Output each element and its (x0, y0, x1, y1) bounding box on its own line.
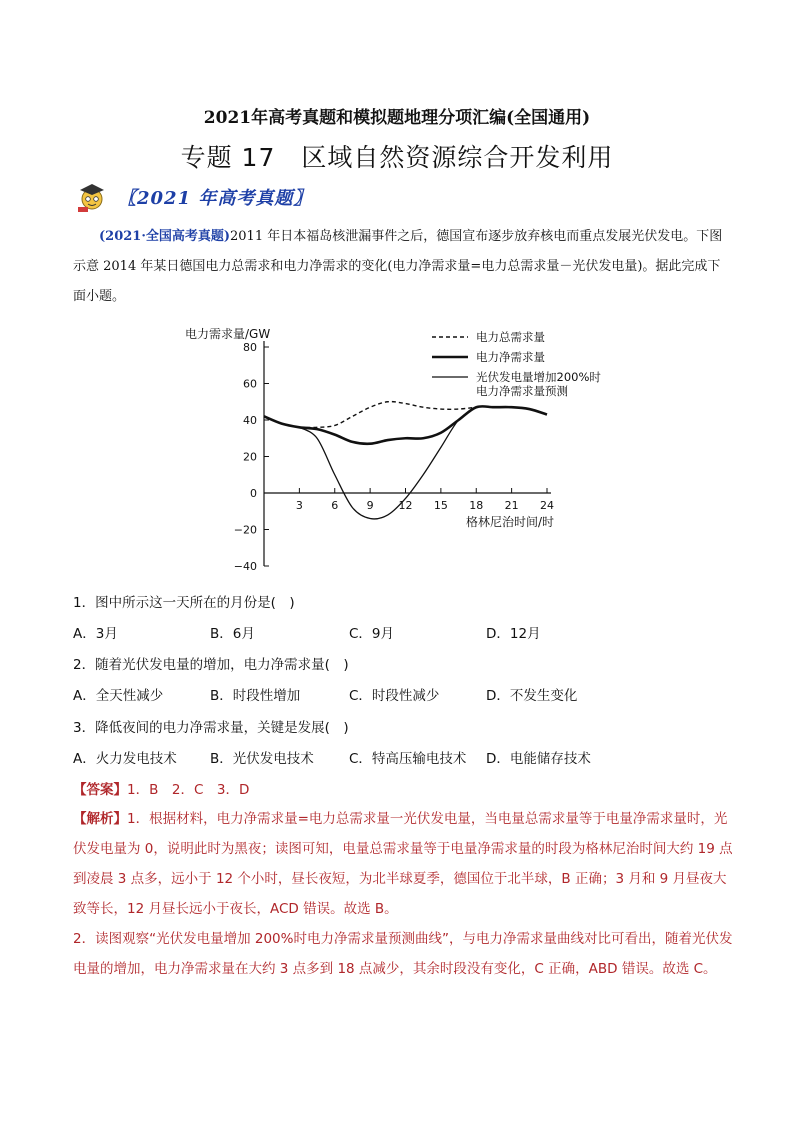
explanation-label: 【解析】 (73, 811, 127, 827)
topic-title: 专题 17 区域自然资源综合开发利用 (180, 143, 614, 172)
intro-paragraph (73, 222, 725, 312)
y-tick-label: −20 (233, 523, 257, 537)
question-2-stem: 2．随着光伏发电量的增加，电力净需求量( ) (73, 657, 349, 673)
series-line-2 (264, 406, 547, 444)
question-1-options (73, 622, 723, 642)
option-2a[interactable]: A．全天性减少 (73, 688, 164, 704)
question-source: (2021·全国高考真题) (99, 229, 231, 244)
option-1b[interactable]: B．6月 (210, 626, 255, 642)
y-tick-label: 20 (243, 450, 257, 464)
option-2c[interactable]: C．时段性减少 (349, 688, 440, 704)
option-1c[interactable]: C．9月 (349, 626, 395, 642)
x-tick-label: 21 (504, 499, 519, 512)
y-tick-label: 80 (243, 341, 257, 354)
y-axis-label: 电力需求量/GW (185, 327, 271, 341)
question-2-options (73, 684, 723, 704)
question-3-options (73, 747, 723, 767)
option-1d[interactable]: D．12月 (486, 626, 541, 642)
x-tick-label: 12 (398, 499, 413, 512)
option-3b[interactable]: B．光伏发电技术 (210, 751, 314, 767)
x-tick-label: 18 (469, 499, 484, 512)
legend-label-1: 电力总需求量 (476, 330, 545, 344)
x-tick-label: 9 (366, 499, 374, 512)
explanation-block (73, 804, 733, 984)
option-2d[interactable]: D．不发生变化 (486, 688, 578, 704)
answer-label: 【答案】 (73, 782, 127, 798)
option-3c[interactable]: C．特高压输电技术 (349, 751, 467, 767)
legend-label-2: 电力净需求量 (476, 350, 545, 364)
y-tick-label: 60 (243, 377, 257, 391)
y-tick-label: 40 (243, 414, 257, 427)
x-tick-label: 3 (295, 499, 303, 512)
y-tick-label: −40 (233, 560, 257, 573)
y-tick-label: 0 (250, 487, 257, 500)
document-title: 2021年高考真题和模拟题地理分项汇编(全国通用) (203, 108, 591, 128)
section-tag: 〖2021 年高考真题〗 (118, 188, 313, 209)
x-tick-label: 6 (331, 499, 339, 512)
answer-text: 1．B 2．C 3．D (127, 782, 250, 798)
option-2b[interactable]: B．时段性增加 (210, 688, 301, 704)
legend-label-3: 光伏发电量增加200%时 (476, 370, 601, 384)
answer-line (73, 778, 249, 798)
question-3-stem: 3．降低夜间的电力净需求量，关键是发展( ) (73, 720, 349, 736)
x-tick-label: 15 (433, 499, 448, 512)
series-line-1 (299, 402, 476, 428)
intro-text: 2011 年日本福岛核泄漏事件之后，德国宣布逐步放弃核电而重点发展光伏发电。下图示意 2014 年某日德国电力总需求和电力净需求的变化(电力净需求量=电力总需求量－光伏发电量)。据此完成下面小题。 (73, 229, 723, 304)
question-1-stem: 1．图中所示这一天所在的月份是( ) (73, 595, 295, 611)
explanation-paragraph-2: 2．读图观察“光伏发电量增加 200%时电力净需求量预测曲线”，与电力净需求量曲线对比可看出，随着光伏发电量的增加，电力净需求量在大约 3 点多到 18 点减少，其余时段没有变化，C 正确，ABD 错误。故选 C。 (73, 931, 733, 977)
explanation-paragraph-1: 1．根据材料，电力净需求量=电力总需求量一光伏发电量，当电量总需求量等于电量净需求量时，光伏发电量为 0，说明此时为黑夜；读图可知，电量总需求量等于电量净需求量的时段为格林尼治时间大约 19 点到凌晨 3 点多，远小于 12 个小时，昼长夜短，为北半球夏季，德国位于北半球，B 正确；3 月和 9 月昼夜大致等长，12 月昼长远小于夜长，ACD 错误。故选 B。 (73, 811, 733, 917)
power-demand-chart (170, 320, 620, 580)
option-1a[interactable]: A．3月 (73, 626, 118, 642)
option-3a[interactable]: A．火力发电技术 (73, 751, 177, 767)
legend-label-3: 电力净需求量预测 (476, 384, 568, 398)
option-3d[interactable]: D．电能储存技术 (486, 751, 591, 767)
x-tick-label: 24 (540, 499, 554, 512)
mascot-logo-icon (74, 181, 110, 213)
x-axis-label: 格林尼治时间/时 (466, 515, 555, 529)
series-line-3 (299, 407, 476, 519)
